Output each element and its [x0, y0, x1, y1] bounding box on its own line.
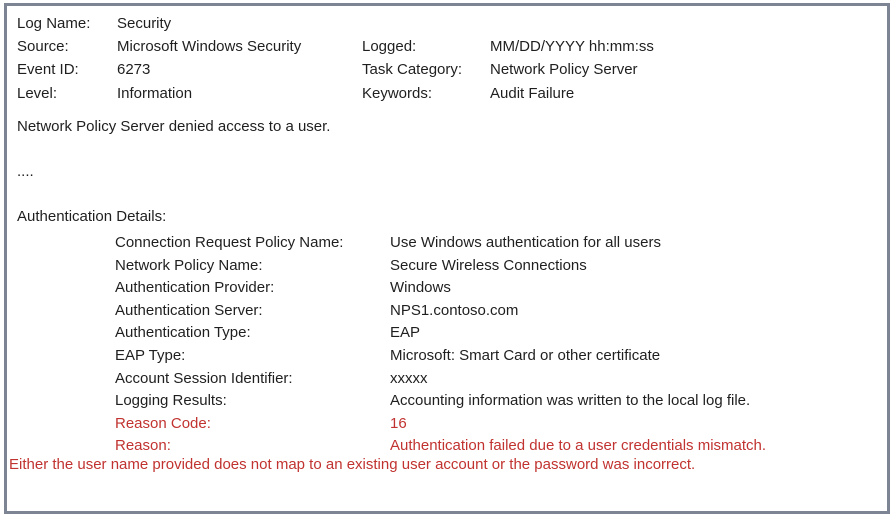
- detail-value-account-session-identifier: xxxxx: [390, 369, 428, 387]
- header-label-task-category: Task Category:: [362, 61, 463, 79]
- header-value-event-id: 6273: [117, 61, 151, 79]
- detail-value-authentication-type: EAP: [390, 324, 421, 342]
- auth-details-table: [115, 232, 860, 458]
- detail-value-logging-results: Accounting information was written to the local log file.: [390, 392, 751, 410]
- detail-label-authentication-server: Authentication Server:: [115, 301, 263, 319]
- header-value-keywords: Audit Failure: [490, 84, 575, 102]
- detail-value-connection-request-policy: Use Windows authentication for all users: [390, 234, 661, 251]
- detail-label-network-policy-name: Network Policy Name:: [115, 256, 263, 274]
- header-value-level: Information: [117, 84, 193, 102]
- detail-label-reason: Reason:: [115, 437, 171, 455]
- header-spacer: [362, 12, 490, 35]
- event-description: Network Policy Server denied access to a user.: [17, 118, 331, 135]
- detail-label-account-session-identifier: Account Session Identifier:: [115, 369, 293, 387]
- reason-explanation-note: Either the user name provided does not map to an existing user account or the password was incorrect.: [9, 456, 696, 473]
- event-header: [17, 12, 770, 105]
- detail-label-logging-results: Logging Results:: [115, 392, 227, 410]
- detail-value-authentication-server: NPS1.contoso.com: [390, 301, 519, 319]
- header-value-log-name: Security: [117, 15, 172, 32]
- detail-label-authentication-provider: Authentication Provider:: [115, 279, 275, 297]
- detail-label-reason-code: Reason Code:: [115, 414, 211, 432]
- ellipsis-line: ....: [17, 163, 34, 180]
- detail-label-eap-type: EAP Type:: [115, 346, 186, 364]
- detail-value-authentication-provider: Windows: [390, 279, 451, 297]
- header-value-logged: MM/DD/YYYY hh:mm:ss: [490, 38, 654, 56]
- detail-label-connection-request-policy: Connection Request Policy Name:: [115, 234, 344, 251]
- detail-value-reason-code: 16: [390, 414, 407, 432]
- header-label-level: Level:: [17, 84, 58, 102]
- header-label-source: Source:: [17, 38, 69, 56]
- header-label-logged: Logged:: [362, 38, 417, 56]
- auth-details-heading: Authentication Details:: [17, 208, 167, 225]
- detail-value-eap-type: Microsoft: Smart Card or other certificate: [390, 346, 661, 364]
- detail-label-authentication-type: Authentication Type:: [115, 324, 251, 342]
- header-value-task-category: Network Policy Server: [490, 61, 638, 79]
- detail-value-reason: Authentication failed due to a user credentials mismatch.: [390, 437, 767, 455]
- detail-value-network-policy-name: Secure Wireless Connections: [390, 256, 587, 274]
- header-value-source: Microsoft Windows Security: [117, 38, 302, 56]
- header-label-log-name: Log Name:: [17, 15, 91, 32]
- header-label-event-id: Event ID:: [17, 61, 79, 79]
- header-label-keywords: Keywords:: [362, 84, 433, 102]
- header-spacer: [490, 12, 770, 35]
